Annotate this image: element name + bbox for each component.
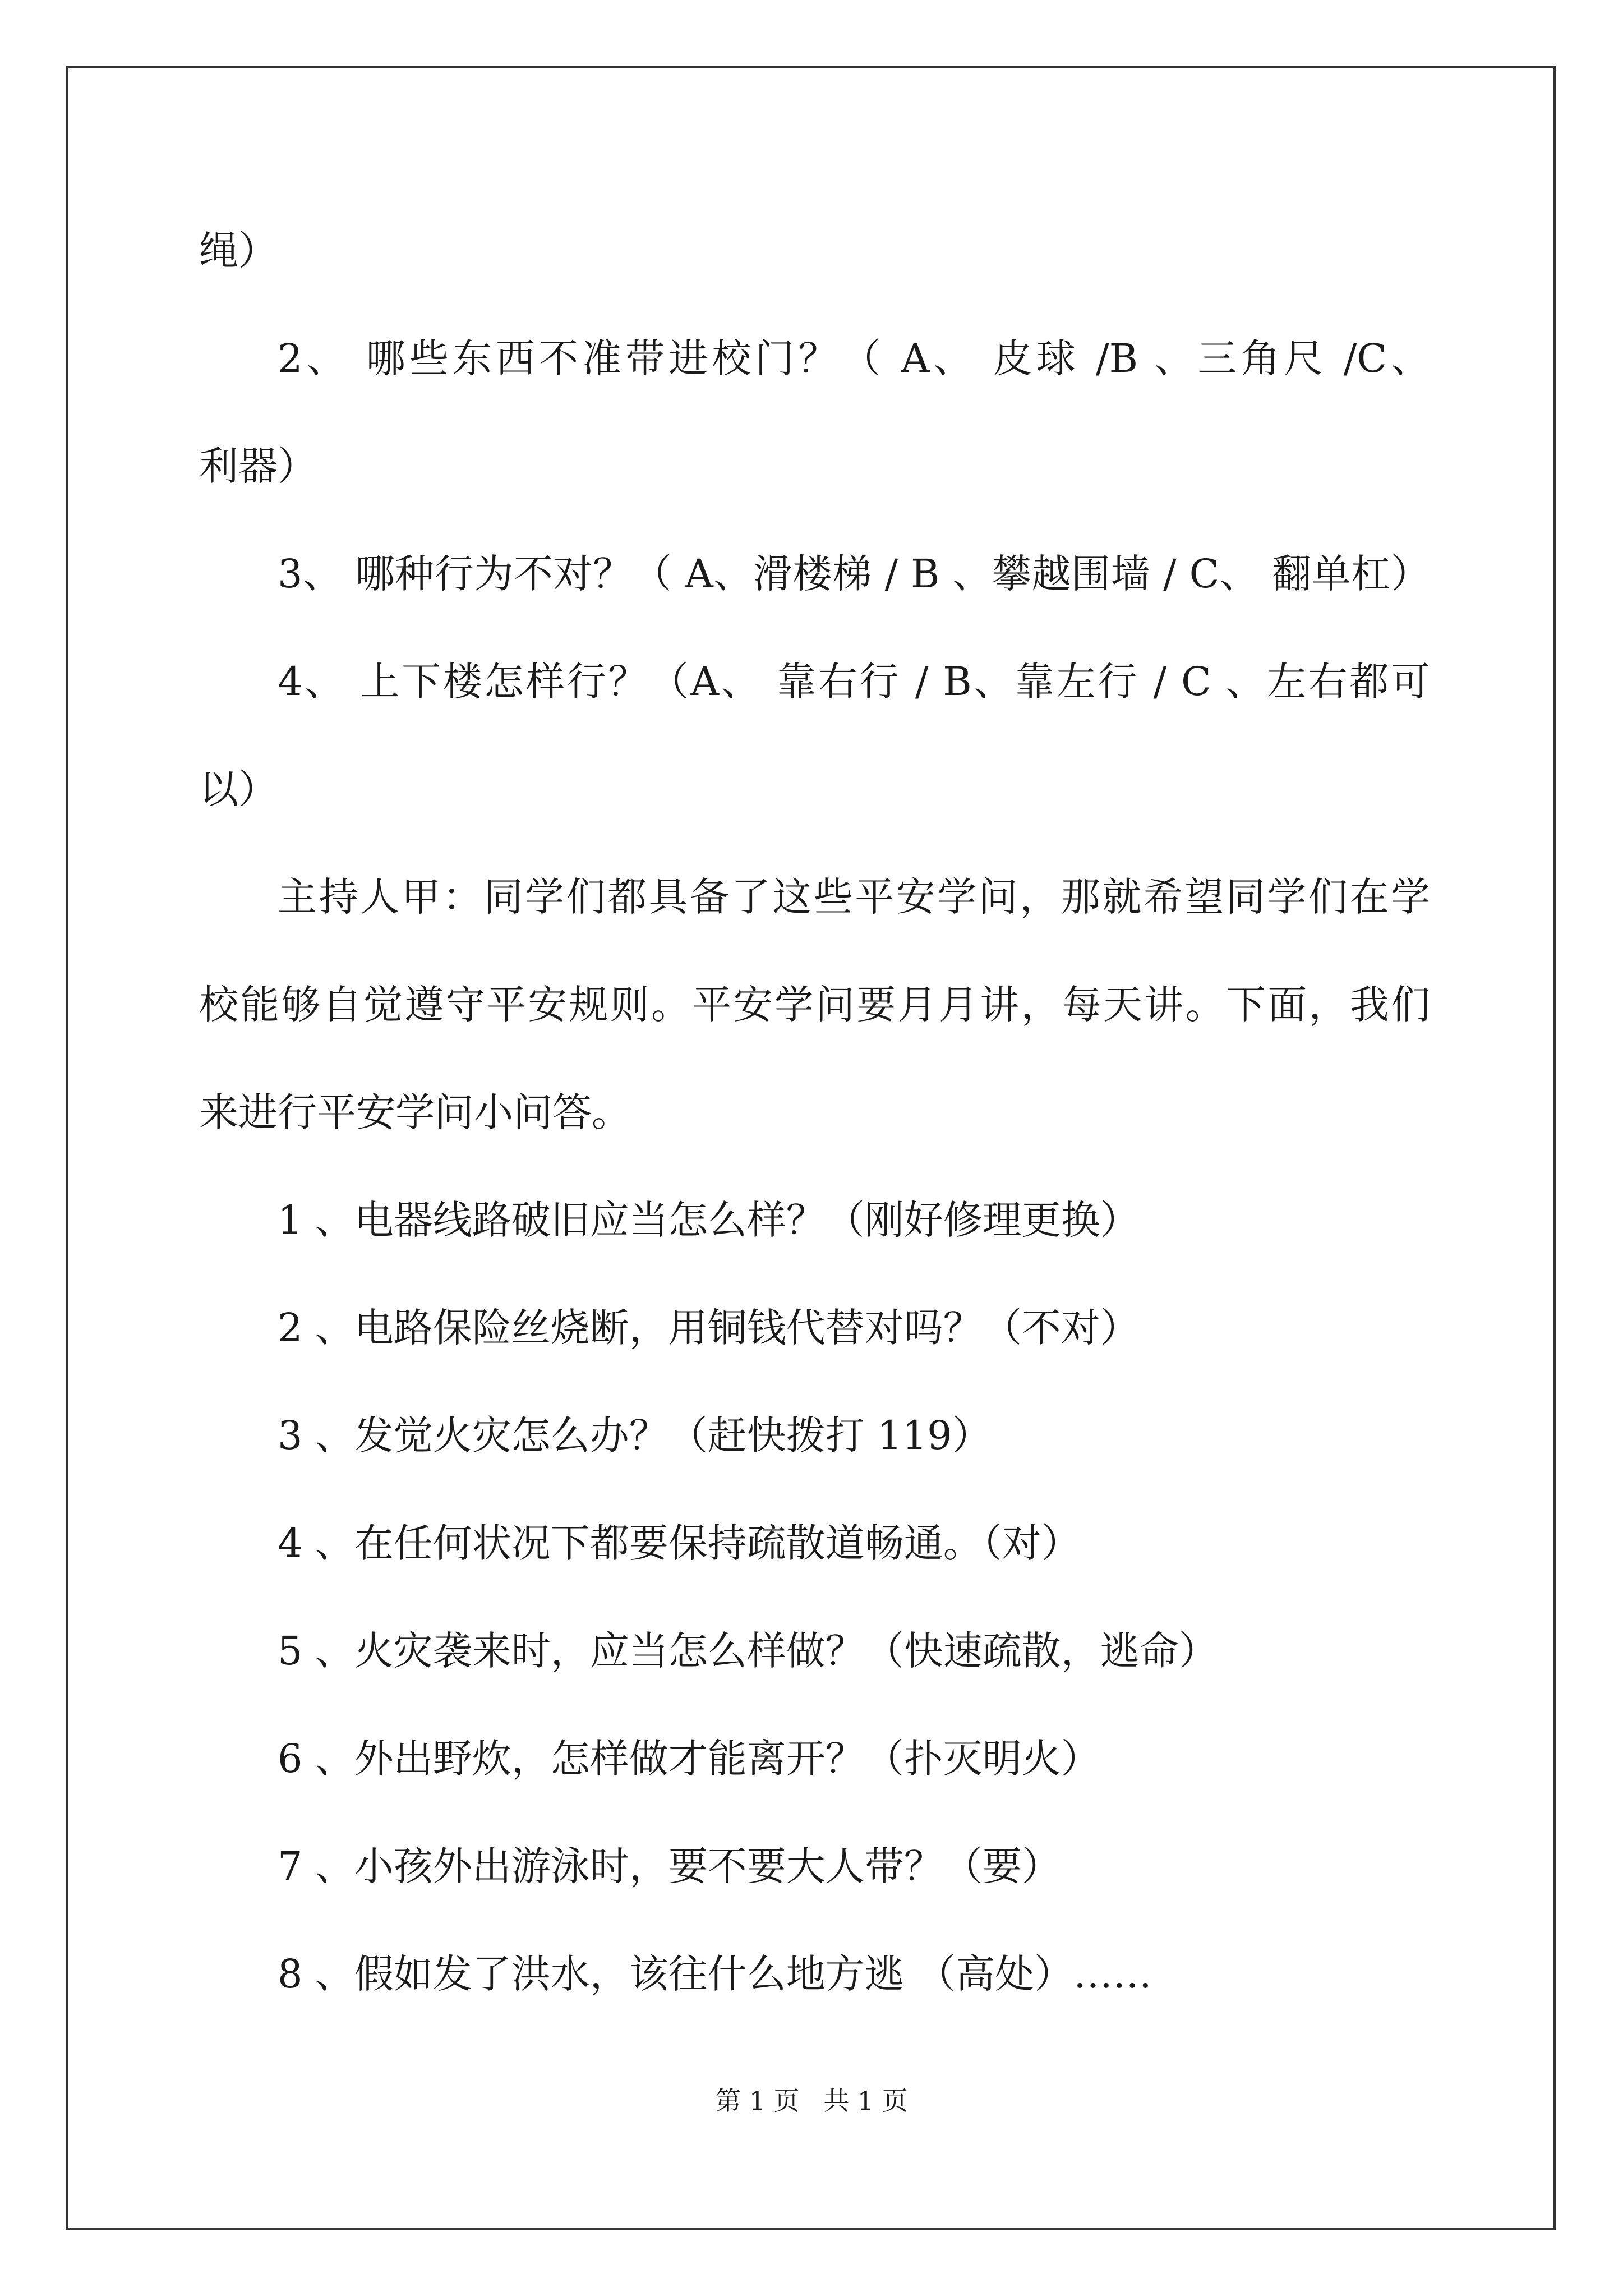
- text-line-6: 以）: [199, 766, 278, 812]
- text-line-16: 7 、小孩外出游泳时，要不要大人带？（要）: [278, 1843, 1061, 1889]
- page-footer: [0, 2088, 1623, 2114]
- text-line-3: 利器）: [199, 443, 317, 489]
- text-line-5: 4、 上下楼怎样行？（A、 靠右行 / B、靠左行 / C 、左右都可: [278, 659, 1430, 705]
- page-total: 共 1 页: [823, 2086, 908, 2116]
- text-line-13: 4 、在任何状况下都要保持疏散道畅通。（对）: [278, 1520, 1081, 1566]
- text-line-14: 5 、火灾袭来时，应当怎么样做？（快速疏散，逃命）: [278, 1628, 1218, 1674]
- text-line-2: 2、 哪些东西不准带进校门？（ A、 皮球 /B 、三角尺 /C、: [278, 335, 1430, 381]
- text-line-10: 1 、电器线路破旧应当怎么样？（刚好修理更换）: [278, 1197, 1140, 1243]
- text-line-9: 来进行平安学问小问答。: [199, 1089, 631, 1135]
- page-border: [66, 66, 1556, 2230]
- text-line-15: 6 、外出野炊，怎样做才能离开？（扑灭明火）: [278, 1736, 1100, 1782]
- text-line-12: 3 、发觉火灾怎么办？（赶快拨打 119）: [278, 1412, 992, 1458]
- text-line-11: 2 、电路保险丝烧断，用铜钱代替对吗？（不对）: [278, 1305, 1140, 1351]
- text-line-7: 主持人甲：同学们都具备了这些平安学问，那就希望同学们在学: [278, 874, 1430, 920]
- page-number: 第 1 页: [715, 2086, 800, 2116]
- text-line-17: 8 、假如发了洪水，该往什么地方逃 （高处）……: [278, 1951, 1152, 1997]
- text-line-1: 绳）: [199, 228, 278, 274]
- text-line-8: 校能够自觉遵守平安规则。平安学问要月月讲，每天讲。下面，我们: [199, 982, 1430, 1028]
- text-line-4: 3、 哪种行为不对？（ A、滑楼梯 / B 、攀越围墙 / C、 翻单杠）: [278, 551, 1430, 597]
